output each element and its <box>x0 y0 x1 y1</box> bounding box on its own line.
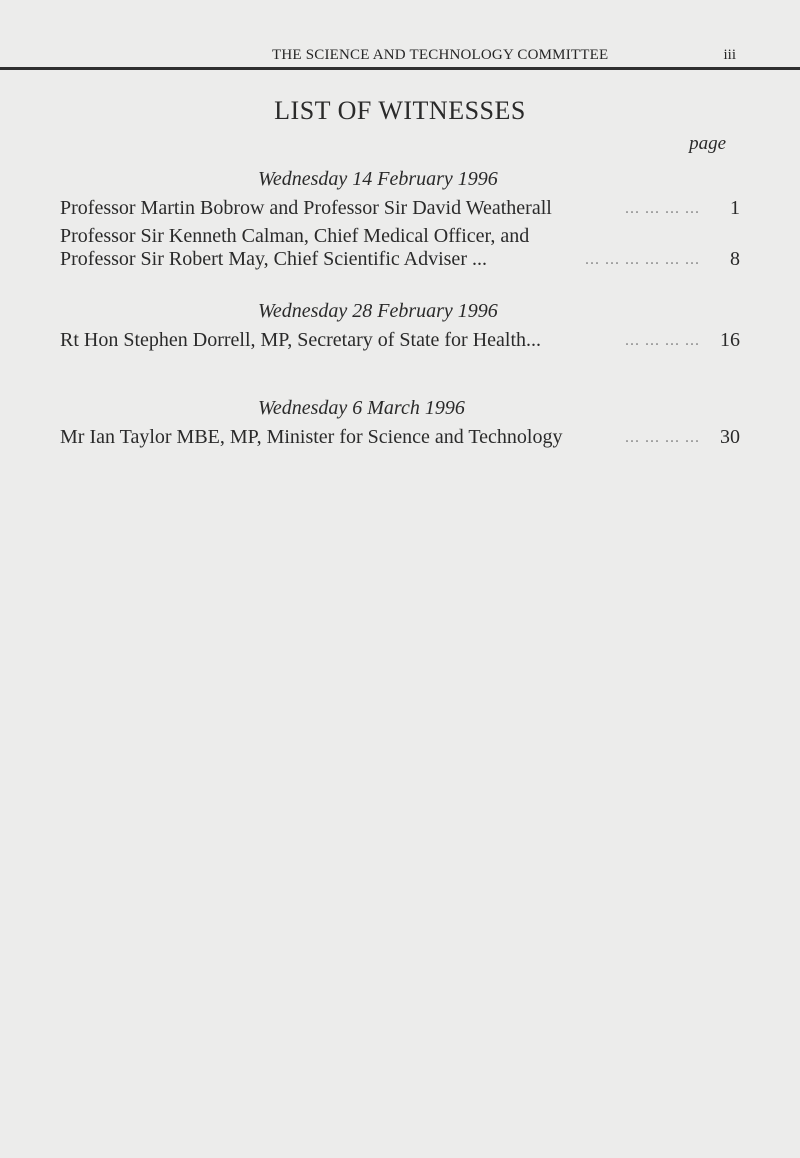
section-title: LIST OF WITNESSES <box>274 96 526 125</box>
witness-entry <box>60 197 740 220</box>
sitting-date: Wednesday 28 February 1996 <box>258 300 498 322</box>
folio-page-number: iii <box>723 47 736 63</box>
entry-page-number: 1 <box>730 197 740 219</box>
entry-page-number: 16 <box>720 329 740 351</box>
sitting-date: Wednesday 14 February 1996 <box>258 168 498 190</box>
witness-name: Professor Sir Robert May, Chief Scientific Adviser ... <box>60 248 487 270</box>
dot-leader: ... ... ... ... <box>625 200 700 217</box>
witness-name: Rt Hon Stephen Dorrell, MP, Secretary of State for Health... <box>60 329 542 351</box>
witness-entry <box>60 329 740 352</box>
entry-line <box>60 197 740 220</box>
dot-leader: ... ... ... ... ... ... <box>585 251 700 268</box>
entry-line <box>60 248 740 271</box>
entry-page-number: 8 <box>730 248 740 270</box>
header-rule <box>0 67 800 70</box>
witness-entry <box>60 225 740 271</box>
running-head <box>0 47 800 67</box>
entry-line <box>60 426 740 449</box>
witness-name: Mr Ian Taylor MBE, MP, Minister for Science and Technology <box>60 426 563 448</box>
witness-name: Professor Sir Kenneth Calman, Chief Medical Officer, and <box>60 225 530 247</box>
witness-name: Professor Martin Bobrow and Professor Sir David Weatherall <box>60 197 552 219</box>
entry-page-number: 30 <box>720 426 740 448</box>
dot-leader: ... ... ... ... <box>625 429 700 446</box>
running-title: THE SCIENCE AND TECHNOLOGY COMMITTEE <box>272 47 609 63</box>
dot-leader: ... ... ... ... <box>625 332 700 349</box>
page-column-heading: page <box>689 133 726 154</box>
witness-entry <box>60 426 740 449</box>
entry-line <box>60 329 740 352</box>
entry-line <box>60 225 740 248</box>
sitting-date: Wednesday 6 March 1996 <box>258 397 465 419</box>
